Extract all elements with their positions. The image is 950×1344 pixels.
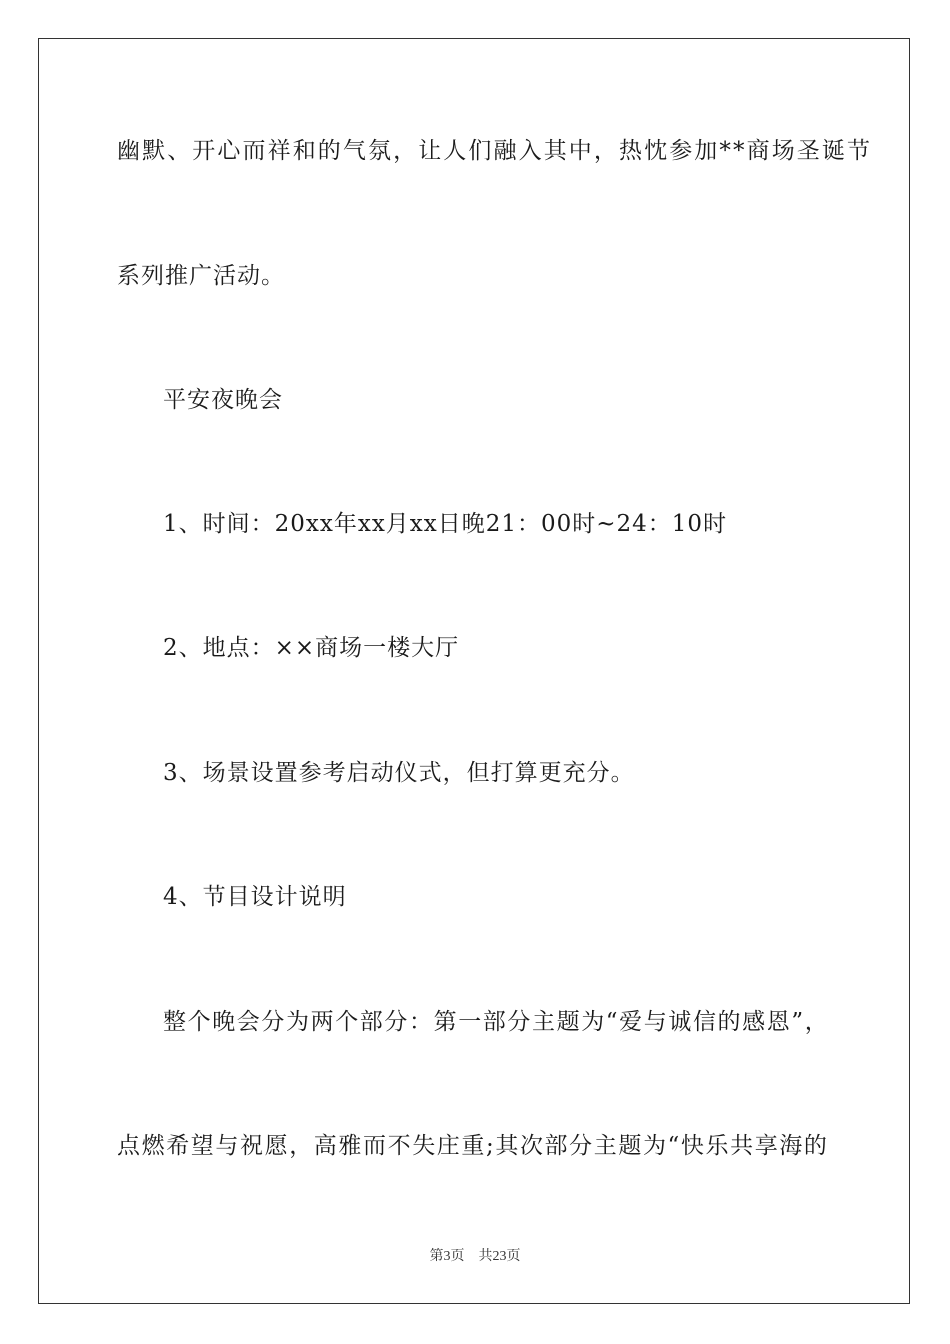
total-pages: 共23页 xyxy=(478,1249,521,1264)
page-number: 第3页 xyxy=(429,1249,465,1264)
section-heading: 平安夜晚会 xyxy=(163,387,283,413)
list-item-program: 4、节目设计说明 xyxy=(163,884,347,910)
list-item-time: 1、时间：20xx年xx月xx日晚21：00时~24：10时 xyxy=(163,511,728,537)
page-border xyxy=(38,38,910,1304)
body-text-line: 整个晚会分为两个部分：第一部分主题为“爱与诚信的感恩”， xyxy=(163,1009,830,1035)
body-text-line: 点燃希望与祝愿，高雅而不失庄重;其次部分主题为“快乐共享海的 xyxy=(117,1133,829,1159)
body-text-line: 系列推广活动。 xyxy=(117,263,285,289)
body-text-line: 幽默、开心而祥和的气氛，让人们融入其中，热忱参加**商场圣诞节 xyxy=(117,138,873,164)
page-footer xyxy=(0,1248,950,1266)
list-item-location: 2、地点：××商场一楼大厅 xyxy=(163,635,460,661)
list-item-scene: 3、场景设置参考启动仪式，但打算更充分。 xyxy=(163,760,635,786)
